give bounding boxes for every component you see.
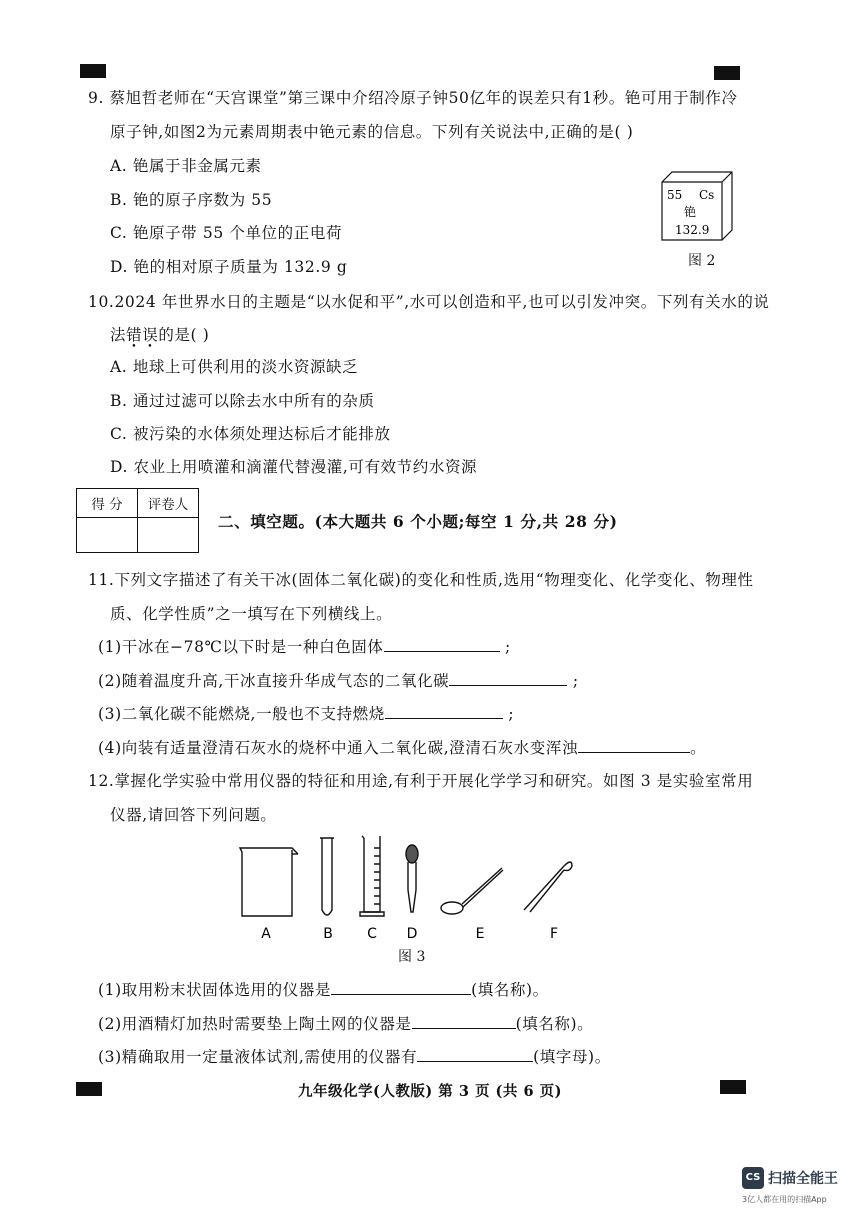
q12-item-2-text: (2)用酒精灯加热时需要垫上陶土网的仪器是: [98, 1015, 412, 1033]
element-number: 55: [667, 188, 683, 202]
q12-item-2-blank[interactable]: [412, 1014, 516, 1029]
dropper-icon: [406, 845, 418, 912]
q10-option-d: D. 农业上用喷灌和滴灌代替漫灌,可有效节约水资源: [110, 458, 478, 476]
q11-item-1-blank[interactable]: [384, 637, 500, 652]
lab-instruments-figure: [230, 830, 590, 940]
beaker-icon: [240, 848, 298, 916]
q10-option-b: B. 通过过滤可以除去水中所有的杂质: [110, 392, 375, 410]
instrument-label-b: B: [323, 926, 333, 940]
score-cell: [77, 518, 138, 553]
q11-item-4-text: (4)向装有适量澄清石灰水的烧杯中通入二氧化碳,澄清石灰水变浑浊: [98, 739, 579, 757]
q11-item-4-end: 。: [690, 739, 707, 757]
q11-item-3-text: (3)二氧化碳不能燃烧,一般也不支持燃烧: [98, 705, 385, 723]
q11-item-1: [98, 637, 511, 657]
q11-stem-line2: 质、化学性质”之一填写在下列横线上。: [110, 605, 393, 623]
q12-stem-line2: 仪器,请回答下列问题。: [110, 806, 277, 824]
q11-item-2-end: ;: [572, 672, 579, 690]
q11-item-3-end: ;: [508, 705, 515, 723]
q12-item-1: [98, 980, 549, 1000]
q9-option-d: D. 铯的相对原子质量为 132.9 g: [110, 258, 348, 276]
instrument-label-e: E: [475, 926, 485, 940]
q12-item-2-suffix: (填名称)。: [515, 1015, 594, 1033]
registration-mark-top-right: [714, 66, 740, 80]
grader-cell: [138, 518, 199, 553]
q10-stem-prefix: 法: [110, 326, 127, 344]
grader-label: 评卷人: [138, 489, 199, 518]
q10-emphasis-char-2: 误: [142, 326, 159, 344]
instrument-label-c: C: [367, 926, 377, 940]
q12-item-1-suffix: (填名称)。: [471, 981, 549, 999]
q10-emphasis-char-1: 错: [126, 326, 143, 344]
q9-option-b: B. 铯的原子序数为 55: [110, 191, 273, 209]
score-table: [76, 488, 199, 553]
q11-item-1-text: (1)干冰在−78℃以下时是一种白色固体: [98, 638, 384, 656]
q12-item-3: [98, 1047, 611, 1067]
element-mass: 132.9: [675, 223, 710, 237]
q9-option-c: C. 铯原子带 55 个单位的正电荷: [110, 224, 343, 242]
scanner-app-name: 扫描全能王: [768, 1171, 838, 1187]
q10-stem-line2: [110, 325, 209, 345]
q10-stem-suffix: 的是( ): [158, 326, 210, 344]
q10-option-c: C. 被污染的水体须处理达标后才能排放: [110, 425, 391, 443]
q11-item-2: [98, 671, 579, 691]
q12-item-1-blank[interactable]: [331, 980, 471, 995]
medicine-spoon-icon: [441, 868, 503, 914]
tweezers-icon: [524, 862, 572, 912]
q10-option-a: A. 地球上可供利用的淡水资源缺乏: [110, 358, 359, 376]
element-tile-figure: [658, 168, 738, 248]
instrument-label-f: F: [549, 926, 559, 940]
q11-item-3: [98, 704, 514, 724]
page-footer: 九年级化学(人教版) 第 3 页 (共 6 页): [298, 1083, 562, 1100]
q9-stem-line2: 原子钟,如图2为元素周期表中铯元素的信息。下列有关说法中,正确的是( ): [110, 123, 634, 141]
graduated-cylinder-icon: [360, 836, 384, 916]
scanner-tagline: 3亿人都在用的扫描App: [742, 1195, 827, 1204]
element-symbol: Cs: [699, 188, 715, 202]
q12-item-3-text: (3)精确取用一定量液体试剂,需使用的仪器有: [98, 1048, 418, 1066]
q11-item-4: [98, 738, 706, 758]
instrument-label-a: A: [261, 926, 271, 940]
q11-stem-line1: 11.下列文字描述了有关干冰(固体二氧化碳)的变化和性质,选用“物理变化、化学变化、物理性: [88, 571, 754, 589]
element-name: 铯: [684, 205, 697, 219]
q11-item-2-text: (2)随着温度升高,干冰直接升华成气态的二氧化碳: [98, 672, 450, 690]
q11-item-3-blank[interactable]: [385, 704, 503, 719]
q12-stem-line1: 12.掌握化学实验中常用仪器的特征和用途,有利于开展化学学习和研究。如图 3 是实验室常用: [88, 772, 754, 790]
figure-2-label: 图 2: [688, 253, 716, 269]
scanner-logo-icon: CS: [742, 1167, 764, 1189]
section-2-title: 二、填空题。(本大题共 6 个小题;每空 1 分,共 28 分): [218, 512, 618, 531]
q9-option-a: A. 铯属于非金属元素: [110, 157, 262, 175]
score-label: 得 分: [77, 489, 138, 518]
q12-item-3-suffix: (填字母)。: [533, 1048, 611, 1066]
q12-item-3-blank[interactable]: [417, 1047, 533, 1062]
figure-3-label: 图 3: [398, 949, 426, 965]
q11-item-1-end: ;: [505, 638, 511, 656]
q11-item-4-blank[interactable]: [578, 738, 690, 753]
q12-item-2: [98, 1014, 593, 1034]
instrument-label-d: D: [406, 926, 418, 940]
test-tube-icon: [320, 838, 334, 915]
q11-item-2-blank[interactable]: [449, 671, 567, 686]
registration-mark-top-left: [80, 64, 106, 78]
q12-item-1-text: (1)取用粉末状固体选用的仪器是: [98, 981, 332, 999]
q9-stem-line1: 9. 蔡旭哲老师在“天宫课堂”第三课中介绍冷原子钟50亿年的误差只有1秒。铯可用于制作冷: [88, 89, 738, 107]
q10-stem-line1: 10.2024 年世界水日的主题是“以水促和平”,水可以创造和平,也可以引发冲突。下列有关水的说: [88, 293, 770, 311]
